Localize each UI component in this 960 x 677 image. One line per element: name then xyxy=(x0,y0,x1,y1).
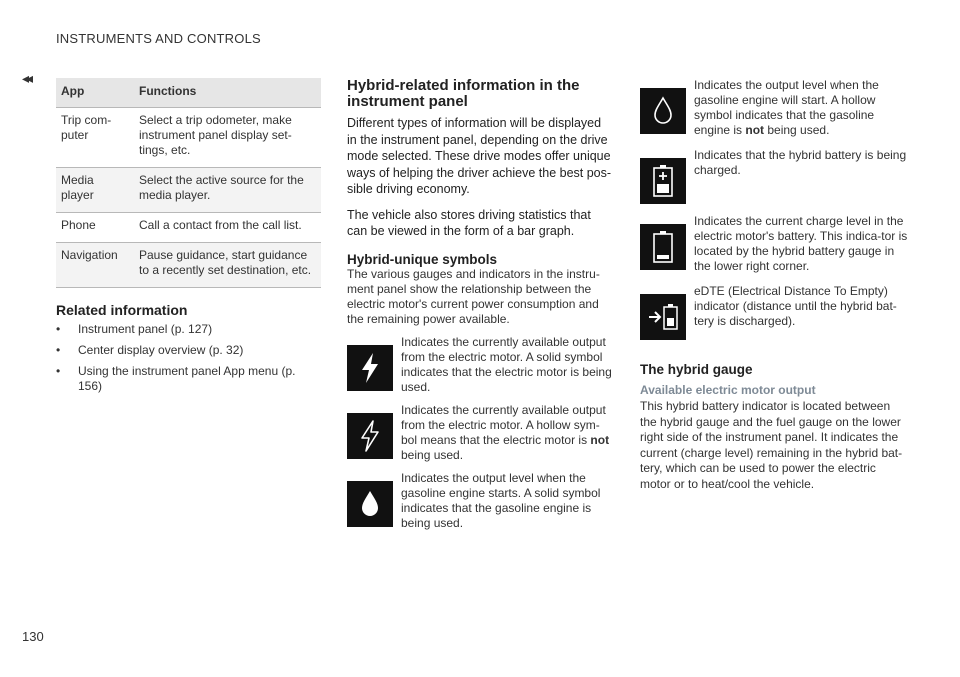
table-cell-functions: Call a contact from the call list. xyxy=(134,213,321,243)
symbol-description: Indicates that the hybrid battery is being charged. xyxy=(694,148,907,177)
lightning-solid-icon xyxy=(347,345,393,391)
statistics-paragraph: The vehicle also stores driving statistics that can be viewed in the form of a bar graph. xyxy=(347,207,591,238)
edte-range-icon xyxy=(640,294,686,340)
table-cell-app: Media player xyxy=(56,168,134,213)
table-cell-functions: Pause guidance, start guidance to a recently set destination, etc. xyxy=(134,243,321,288)
electric-output-subheading: Available electric motor output xyxy=(640,383,816,397)
table-header-functions: Functions xyxy=(134,78,321,108)
symbols-intro: The various gauges and indicators in the instru-ment panel show the relationship between the electric motor's current power consumption and the remaining power available. xyxy=(347,266,600,326)
table-cell-app: Trip com- puter xyxy=(56,108,134,168)
related-info-list xyxy=(56,322,321,394)
intro-paragraph: Different types of information will be displayed in the instrument panel, depending on the drive mode selected. These drive modes offer unique ways of helping the driver achieve the best pos-sible driving economy. xyxy=(347,116,612,196)
symbol-row xyxy=(640,78,908,138)
table-cell-functions: Select a trip odometer, make instrument panel display set-tings, etc. xyxy=(134,108,321,168)
hybrid-gauge-paragraph: This hybrid battery indicator is located between the hybrid gauge and the fuel gauge on the lower right side of the instrument panel. It indicates the current (charge level) remaining in the hybrid bat-tery, which can be used to power the electric motor or to heat/cool the vehicle. xyxy=(640,399,903,491)
table-row xyxy=(56,243,321,288)
symbol-row xyxy=(640,214,908,274)
table-cell-app: Navigation xyxy=(56,243,134,288)
symbol-row xyxy=(640,148,908,204)
symbol-description: Indicates the currently available output from the electric motor. A solid symbol indicates that the electric motor is being used. xyxy=(401,334,612,394)
table-header-row xyxy=(56,78,321,108)
app-functions-table xyxy=(56,78,321,288)
battery-level-icon xyxy=(640,224,686,270)
table-row xyxy=(56,213,321,243)
related-link-center-display[interactable]: • Center display overview (p. 32) xyxy=(56,343,244,357)
related-info-heading: Related information xyxy=(56,302,188,318)
symbol-row xyxy=(347,471,612,531)
table-row xyxy=(56,168,321,213)
battery-charging-icon xyxy=(640,158,686,204)
hybrid-gauge-heading: The hybrid gauge xyxy=(640,362,753,377)
symbol-row xyxy=(347,403,612,463)
column-middle xyxy=(347,78,612,531)
bullet-icon: • xyxy=(56,364,61,378)
column-right xyxy=(640,78,908,492)
page-number: 130 xyxy=(22,629,44,644)
lightning-hollow-icon xyxy=(347,413,393,459)
related-link-instrument-panel[interactable]: • Instrument panel (p. 127) xyxy=(56,322,213,336)
table-cell-functions: Select the active source for the media player. xyxy=(134,168,321,213)
running-header: INSTRUMENTS AND CONTROLS xyxy=(56,31,261,46)
symbol-description: Indicates the output level when the gasoline engine will start. A hollow symbol indicates that the gasoline engine is not being used. xyxy=(694,78,879,137)
bullet-icon: • xyxy=(56,343,61,357)
symbol-description: Indicates the current charge level in the electric motor's battery. This indica-tor is located by the hybrid battery gauge in the lower right corner. xyxy=(694,214,908,273)
table-cell-app: Phone xyxy=(56,213,134,243)
bullet-icon: • xyxy=(56,322,61,336)
table-row xyxy=(56,108,321,168)
back-chevron-icon[interactable]: ◂◂ xyxy=(22,70,31,86)
symbol-description: Indicates the currently available output from the electric motor. A hollow sym-bol means that the electric motor is not being used. xyxy=(401,402,610,462)
column-left xyxy=(56,78,321,400)
fuel-drop-hollow-icon xyxy=(640,88,686,134)
symbol-row xyxy=(640,284,908,340)
fuel-drop-solid-icon xyxy=(347,481,393,527)
related-link-app-menu[interactable]: • Using the instrument panel App menu (p. 156) xyxy=(56,364,296,393)
symbol-description: eDTE (Electrical Distance To Empty) indicator (distance until the hybrid bat-tery is discharged). xyxy=(694,284,897,328)
section-title: Hybrid-related information in the instrument panel xyxy=(347,77,580,110)
symbols-heading: Hybrid-unique symbols xyxy=(347,251,498,267)
symbol-row xyxy=(347,335,612,395)
symbol-description: Indicates the output level when the gasoline engine starts. A solid symbol indicates that the gasoline engine is being used. xyxy=(401,470,601,530)
table-header-app: App xyxy=(56,78,134,108)
